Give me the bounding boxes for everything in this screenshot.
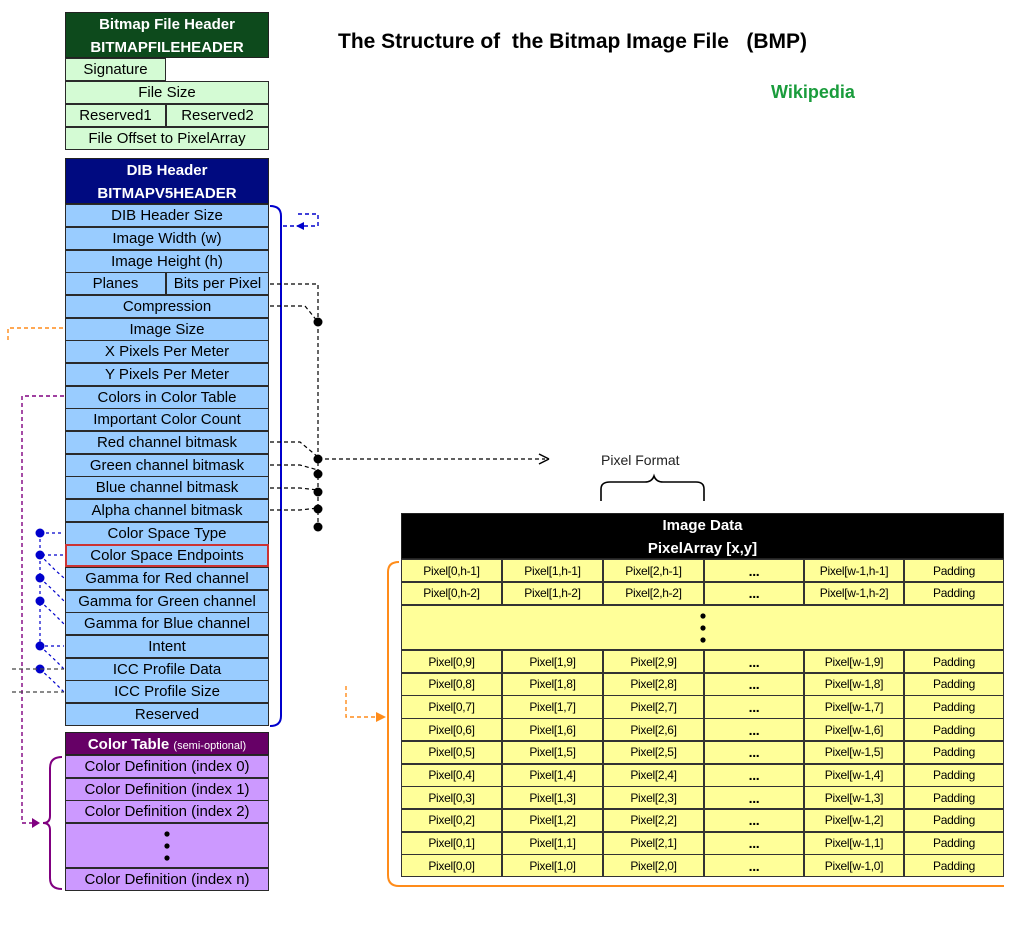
padding-cell: Padding — [904, 764, 1004, 787]
reserved2-field: Reserved2 — [166, 104, 269, 127]
pixel-cell: Pixel[w-1,h-2] — [804, 582, 904, 605]
color-table-title: Color Table — [87, 736, 170, 753]
file-header-subtitle: BITMAPFILEHEADER — [90, 39, 244, 56]
pixel-cell: Pixel[2,9] — [603, 650, 704, 673]
source-label: Wikipedia — [771, 82, 855, 102]
padding-cell: Padding — [904, 582, 1004, 605]
ellipsis-cell: ... — [704, 650, 804, 673]
pixel-cell: Pixel[1,4] — [502, 764, 603, 787]
pixel-cell: Pixel[2,0] — [603, 854, 704, 877]
pixel-cell: Pixel[1,9] — [502, 650, 603, 673]
pixel-cell: Pixel[2,h-1] — [603, 559, 704, 582]
dib-field-gamma-red: Gamma for Red channel — [65, 567, 269, 590]
dib-field-y-ppm: Y Pixels Per Meter — [65, 363, 269, 386]
dib-field-gamma-green: Gamma for Green channel — [65, 590, 269, 613]
pixel-cell: Pixel[0,2] — [401, 809, 502, 832]
dib-field-blue-mask: Blue channel bitmask — [65, 476, 269, 499]
ellipsis-cell: ... — [704, 559, 804, 582]
dib-field-planes: Planes — [65, 272, 166, 295]
pixel-cell: Pixel[w-1,1] — [804, 832, 904, 855]
pixel-cell: Pixel[w-1,h-1] — [804, 559, 904, 582]
pixel-cell: Pixel[0,7] — [401, 695, 502, 718]
padding-cell: Padding — [904, 559, 1004, 582]
signature-field: Signature — [65, 58, 166, 81]
pixel-cell: Pixel[1,6] — [502, 718, 603, 741]
pixel-cell: Pixel[w-1,9] — [804, 650, 904, 673]
pixel-cell: Pixel[2,7] — [603, 695, 704, 718]
vertical-ellipsis-icon — [162, 826, 172, 866]
pixel-cell: Pixel[w-1,8] — [804, 673, 904, 696]
pixel-cell: Pixel[2,h-2] — [603, 582, 704, 605]
pixel-cell: Pixel[1,h-1] — [502, 559, 603, 582]
pixel-cell: Pixel[1,5] — [502, 741, 603, 764]
dib-field-icc-profile-size: ICC Profile Size — [65, 680, 269, 703]
pixel-cell: Pixel[w-1,3] — [804, 786, 904, 809]
dib-field-color-space-type: Color Space Type — [65, 522, 269, 545]
pixel-cell: Pixel[2,2] — [603, 809, 704, 832]
ellipsis-cell: ... — [704, 809, 804, 832]
ellipsis-cell: ... — [704, 786, 804, 809]
dib-field-icc-profile-data: ICC Profile Data — [65, 658, 269, 681]
padding-cell: Padding — [904, 673, 1004, 696]
image-data-subtitle: PixelArray [x,y] — [647, 540, 758, 557]
color-table-title-block — [65, 732, 269, 755]
file-size-field: File Size — [65, 81, 269, 104]
diagram-title: The Structure of the Bitmap Image File (BMP) — [338, 30, 808, 53]
color-table-link — [22, 396, 64, 823]
color-definition-1: Color Definition (index 1) — [65, 778, 269, 801]
ellipsis-cell: ... — [704, 832, 804, 855]
padding-cell: Padding — [904, 741, 1004, 764]
pixel-cell: Pixel[0,6] — [401, 718, 502, 741]
pixel-cell: Pixel[0,8] — [401, 673, 502, 696]
pixel-cell: Pixel[1,1] — [502, 832, 603, 855]
pixel-cell: Pixel[0,3] — [401, 786, 502, 809]
vertical-ellipsis-icon — [698, 608, 708, 648]
color-definition-n: Color Definition (index n) — [65, 868, 269, 891]
pixel-cell: Pixel[1,h-2] — [502, 582, 603, 605]
dib-field-reserved: Reserved — [65, 703, 269, 726]
dib-field-image-width: Image Width (w) — [65, 227, 269, 250]
padding-cell: Padding — [904, 650, 1004, 673]
pixel-cell: Pixel[0,1] — [401, 832, 502, 855]
dib-field-image-size: Image Size — [65, 318, 269, 341]
dib-field-colors-in-table: Colors in Color Table — [65, 386, 269, 409]
pixel-cell: Pixel[1,8] — [502, 673, 603, 696]
dib-field-important-colors: Important Color Count — [65, 408, 269, 431]
padding-cell: Padding — [904, 854, 1004, 877]
dib-field-header-size: DIB Header Size — [65, 204, 269, 227]
ellipsis-cell: ... — [704, 582, 804, 605]
dib-size-self-arrow — [283, 214, 318, 226]
pixel-cell: Pixel[1,3] — [502, 786, 603, 809]
color-table-bracket — [43, 757, 62, 889]
pixel-format-arrowhead — [539, 454, 549, 464]
pixel-cell: Pixel[0,h-2] — [401, 582, 502, 605]
pixel-cell: Pixel[0,9] — [401, 650, 502, 673]
color-table-ellipsis-row — [65, 823, 269, 868]
pixel-cell: Pixel[w-1,5] — [804, 741, 904, 764]
pixel-format-label: Pixel Format — [601, 452, 680, 468]
pixel-cell: Pixel[w-1,4] — [804, 764, 904, 787]
pixel-cell: Pixel[w-1,0] — [804, 854, 904, 877]
file-header-title: Bitmap File Header — [99, 16, 235, 33]
pixel-cell: Pixel[w-1,6] — [804, 718, 904, 741]
dib-field-intent: Intent — [65, 635, 269, 658]
pixel-cell: Pixel[2,3] — [603, 786, 704, 809]
dib-field-x-ppm: X Pixels Per Meter — [65, 340, 269, 363]
pixel-cell: Pixel[1,0] — [502, 854, 603, 877]
padding-cell: Padding — [904, 695, 1004, 718]
pixel-cell: Pixel[0,h-1] — [401, 559, 502, 582]
ellipsis-cell: ... — [704, 741, 804, 764]
pixel-cell: Pixel[w-1,7] — [804, 695, 904, 718]
file-offset-field: File Offset to PixelArray — [65, 127, 269, 150]
padding-cell: Padding — [904, 786, 1004, 809]
padding-cell: Padding — [904, 832, 1004, 855]
pixel-cell: Pixel[w-1,2] — [804, 809, 904, 832]
dib-field-bits-per-pixel: Bits per Pixel — [166, 272, 269, 295]
color-table-title-note: (semi-optional) — [173, 740, 247, 752]
color-definition-0: Color Definition (index 0) — [65, 755, 269, 778]
pixel-cell: Pixel[2,4] — [603, 764, 704, 787]
color-definition-2: Color Definition (index 2) — [65, 800, 269, 823]
pixel-cell: Pixel[0,5] — [401, 741, 502, 764]
ellipsis-cell: ... — [704, 764, 804, 787]
file-header-title-block — [65, 12, 269, 58]
dib-field-color-space-endpoints: Color Space Endpoints — [65, 544, 269, 567]
pixel-cell: Pixel[2,6] — [603, 718, 704, 741]
pixel-cell: Pixel[2,8] — [603, 673, 704, 696]
dib-header-title: DIB Header — [126, 162, 208, 179]
image-data-title: Image Data — [662, 517, 743, 534]
dib-field-green-mask: Green channel bitmask — [65, 454, 269, 477]
dib-field-compression: Compression — [65, 295, 269, 318]
image-data-title-block — [401, 513, 1004, 559]
ellipsis-cell: ... — [704, 718, 804, 741]
pixel-cell: Pixel[0,0] — [401, 854, 502, 877]
pixel-array-link — [346, 686, 378, 717]
image-size-link — [8, 328, 64, 340]
dib-field-gamma-blue: Gamma for Blue channel — [65, 612, 269, 635]
pixel-cell: Pixel[2,5] — [603, 741, 704, 764]
padding-cell: Padding — [904, 809, 1004, 832]
ellipsis-cell: ... — [704, 695, 804, 718]
padding-cell: Padding — [904, 718, 1004, 741]
dib-header-subtitle: BITMAPV5HEADER — [97, 185, 237, 202]
pixel-cell: Pixel[2,1] — [603, 832, 704, 855]
dib-header-bracket — [270, 206, 281, 726]
pixel-cell: Pixel[0,4] — [401, 764, 502, 787]
dib-field-image-height: Image Height (h) — [65, 250, 269, 273]
dib-field-alpha-mask: Alpha channel bitmask — [65, 499, 269, 522]
pixel-cell: Pixel[1,7] — [502, 695, 603, 718]
ellipsis-cell: ... — [704, 673, 804, 696]
ellipsis-cell: ... — [704, 854, 804, 877]
dib-header-title-block — [65, 158, 269, 204]
pixel-array-ellipsis-row — [401, 605, 1004, 650]
pixel-cell: Pixel[1,2] — [502, 809, 603, 832]
dib-field-red-mask: Red channel bitmask — [65, 431, 269, 454]
reserved1-field: Reserved1 — [65, 104, 166, 127]
